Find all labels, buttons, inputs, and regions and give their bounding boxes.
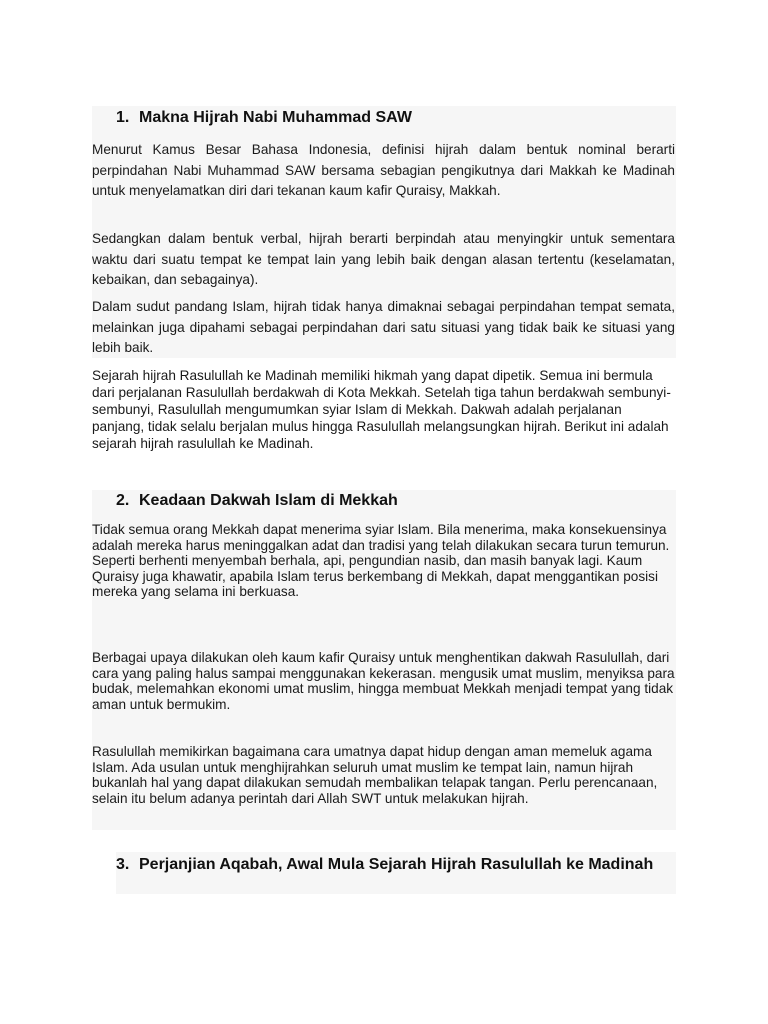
section-3-number: 3. — [116, 856, 130, 873]
section-2-heading — [116, 491, 676, 510]
section-1-paragraph-1: Menurut Kamus Besar Bahasa Indonesia, definisi hijrah dalam bentuk nominal berarti perpindahan Nabi Muhammad SAW bersama sebagian pengikutnya dari Makkah ke Madinah untuk menyelamatkan diri dari tekanan kaum kafir Quraisy, Makkah. — [92, 142, 675, 199]
section-2-title: Keadaan Dakwah Islam di Mekkah — [139, 492, 398, 509]
section-1-paragraph-2: Sedangkan dalam bentuk verbal, hijrah berarti berpindah atau menyingkir untuk sementara waktu dari suatu tempat ke tempat lain yang lebih baik dengan alasan tertentu (keselamatan, kebaikan, dan sebagainya). — [92, 231, 675, 288]
section-2-paragraph-2: Berbagai upaya dilakukan oleh kaum kafir Quraisy untuk menghentikan dakwah Rasulullah, dari cara yang paling halus sampai menggunakan kekerasan. mengusik umat muslim, menyiksa para budak, melemahkan ekonomi umat muslim, hingga membuat Mekkah menjadi tempat yang tidak aman untuk bermukim. — [92, 650, 675, 712]
section-3-title: Perjanjian Aqabah, Awal Mula Sejarah Hijrah Rasulullah ke Madinah — [139, 856, 654, 873]
section-1-number: 1. — [116, 109, 130, 126]
section-1-title: Makna Hijrah Nabi Muhammad SAW — [139, 109, 412, 126]
section-3-heading — [116, 855, 676, 874]
section-2-paragraph-3: Rasulullah memikirkan bagaimana cara umatnya dapat hidup dengan aman memeluk agama Islam. Ada usulan untuk menghijrahkan seluruh umat muslim ke tempat lain, namun hijrah bukanlah hal yang dapat dilakukan semudah membalikan telapak tangan. Perlu perencanaan, selain itu belum adanya perintah dari Allah SWT untuk melakukan hijrah. — [92, 744, 658, 806]
section-1-paragraph-4: Sejarah hijrah Rasulullah ke Madinah memiliki hikmah yang dapat dipetik. Semua ini bermula dari perjalanan Rasulullah berdakwah di Kota Mekkah. Setelah tiga tahun berdakwah sembunyi-sembunyi, Rasulullah mengumumkan syiar Islam di Mekkah. Dakwah adalah perjalanan panjang, tidak selalu berjalan mulus hingga Rasulullah melangsungkan hijrah. Berikut ini adalah sejarah hijrah rasulullah ke Madinah. — [92, 368, 671, 451]
section-1-paragraph-3: Dalam sudut pandang Islam, hijrah tidak hanya dimaknai sebagai perpindahan tempat semata, melainkan juga dipahami sebagai perpindahan dari satu situasi yang tidak baik ke situasi yang lebih baik. — [92, 299, 675, 356]
section-2-number: 2. — [116, 492, 130, 509]
section-1-heading — [116, 108, 676, 127]
section-2-paragraph-1: Tidak semua orang Mekkah dapat menerima syiar Islam. Bila menerima, maka konsekuensinya adalah mereka harus meninggalkan adat dan tradisi yang telah dilakukan secara turun temurun. Seperti berhenti menyembah berhala, api, pengundian nasib, dan masih banyak lagi. Kaum Quraisy juga khawatir, apabila Islam terus berkembang di Mekkah, dapat menggantikan posisi mereka yang selama ini berkuasa. — [92, 522, 670, 600]
